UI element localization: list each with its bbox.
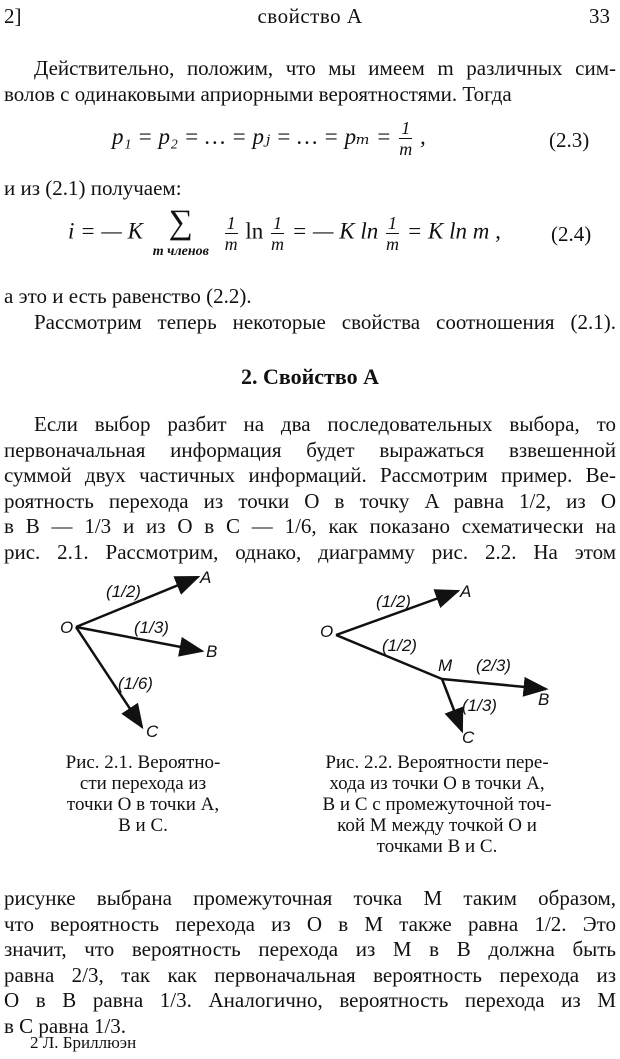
figure-2-2-diagram: [312, 575, 562, 745]
text-line: значит, что вероятность перехода из M в B должна быть: [4, 937, 616, 961]
point-label-b: B: [206, 642, 218, 661]
fraction-denominator: m: [271, 233, 285, 254]
text-line: суммой двух частичных информаций. Рассмотрим пример. Ве-: [4, 463, 616, 487]
caption-line: Рис. 2.2. Вероятности пере-: [325, 752, 549, 773]
text-line: рисунке выбрана промежуточная точка M таким образом,: [4, 886, 616, 910]
sum-symbol: ∑: [168, 204, 193, 241]
fraction-numerator: 1: [387, 212, 397, 233]
point-label-a: A: [200, 568, 212, 587]
text-line: Если выбор разбит на два последовательных выбора, то: [34, 412, 616, 436]
caption-line: точки O в точки A,: [66, 794, 220, 815]
sum-subscript: m членов: [152, 244, 209, 259]
probability-label-m: (1/2): [382, 636, 417, 655]
text-line: Действительно, положим, что мы имеем m различных сим-: [34, 56, 616, 80]
text-line: в B — 1/3 и из O в C — 1/6, как показано схематически на: [4, 514, 616, 538]
intro-paragraph: [4, 56, 616, 107]
equation-number-2-4: (2.4): [551, 222, 592, 246]
point-label-m: M: [438, 656, 453, 675]
fraction-numerator: 1: [226, 212, 236, 233]
text-line: O в B равна 1/3. Аналогично, вероятность перехода из M: [4, 988, 616, 1012]
probability-label-c: (1/3): [462, 696, 497, 715]
figure-2-1-caption: [48, 752, 238, 836]
equation-tail: ,: [419, 123, 426, 149]
arrow-m-to-b: [442, 679, 546, 689]
arrow-m-to-c: [442, 679, 462, 731]
point-label-o: O: [320, 622, 334, 641]
point-label-a: A: [460, 582, 472, 601]
text-line: и из (2.1) получаем:: [4, 176, 182, 200]
caption-line: хода из точки O в точки A,: [329, 773, 545, 794]
fraction-numerator: 1: [401, 118, 411, 138]
fraction: [225, 213, 238, 254]
text-line: а это и есть равенство (2.2).: [4, 284, 252, 308]
text-line: роятность перехода из точки O в точку A равна 1/2, из O: [4, 488, 616, 513]
equation-expression: p₁ = p₂ = … = pⱼ = … = pₘ =: [112, 123, 392, 149]
equation-tail: = K ln m ,: [406, 218, 501, 244]
probability-label-c: (1/6): [118, 674, 153, 693]
caption-line: сти перехода из: [79, 773, 207, 794]
body-paragraph-2: [4, 886, 616, 1039]
page-number: 33: [589, 4, 610, 28]
figure-2-2-caption: [302, 752, 572, 857]
header-section-marker: 2]: [4, 4, 22, 28]
text-line: равна 2/3, так как первоначальная вероятность перехода из: [4, 962, 616, 987]
after-equation-paragraph: [4, 284, 616, 335]
caption-line: Рис. 2.1. Вероятно-: [65, 752, 221, 773]
text-line: волов с одинаковыми априорными вероятностями. Тогда: [4, 81, 512, 106]
text-line: первоначальная информация будет выражаться взвешенной: [4, 437, 616, 462]
equation-number-2-3: (2.3): [549, 128, 590, 152]
probability-label-b: (1/3): [134, 618, 169, 637]
figure-2-1-diagram: [50, 565, 270, 745]
ln-operator: ln: [245, 218, 264, 244]
text-line: в C равна 1/3.: [4, 1013, 127, 1038]
point-label-c: C: [462, 728, 475, 745]
point-label-b: B: [538, 690, 550, 709]
text-line: что вероятность перехода из O в M также равна 1/2. Это: [4, 911, 616, 936]
text-line: рис. 2.1. Рассмотрим, однако, диаграмму рис. 2.2. На этом: [4, 539, 616, 564]
caption-line: точками B и C.: [376, 836, 498, 857]
equation-middle: = — K ln: [291, 218, 379, 244]
section-heading: 2. Свойство A: [241, 364, 379, 389]
fraction-denominator: m: [224, 233, 238, 254]
running-title: свойство A: [257, 4, 363, 28]
signature-mark: 2 Л. Бриллюэн: [30, 1033, 137, 1052]
caption-line: B и C с промежуточной точ-: [322, 794, 552, 815]
probability-label-a: (1/2): [376, 592, 411, 611]
fraction-numerator: 1: [273, 212, 283, 233]
probability-label-b: (2/3): [476, 656, 511, 675]
fraction-denominator: m: [399, 139, 413, 159]
equation-2-4: [68, 206, 501, 260]
transition-line: [4, 176, 616, 202]
fraction-denominator: m: [385, 233, 399, 254]
equation-lhs: i = — K: [68, 218, 143, 244]
text-line: Рассмотрим теперь некоторые свойства соотношения (2.1).: [34, 309, 616, 334]
equation-2-3: [112, 118, 426, 159]
point-label-o: O: [60, 618, 74, 637]
fraction: [399, 118, 412, 159]
body-paragraph-1: [4, 412, 616, 565]
point-label-c: C: [146, 722, 159, 741]
fraction: [271, 213, 284, 254]
summation: [153, 206, 209, 260]
probability-label-a: (1/2): [106, 582, 141, 601]
fraction: [386, 213, 399, 254]
caption-line: кой M между точкой O и: [337, 815, 537, 836]
caption-line: B и C.: [118, 815, 168, 836]
